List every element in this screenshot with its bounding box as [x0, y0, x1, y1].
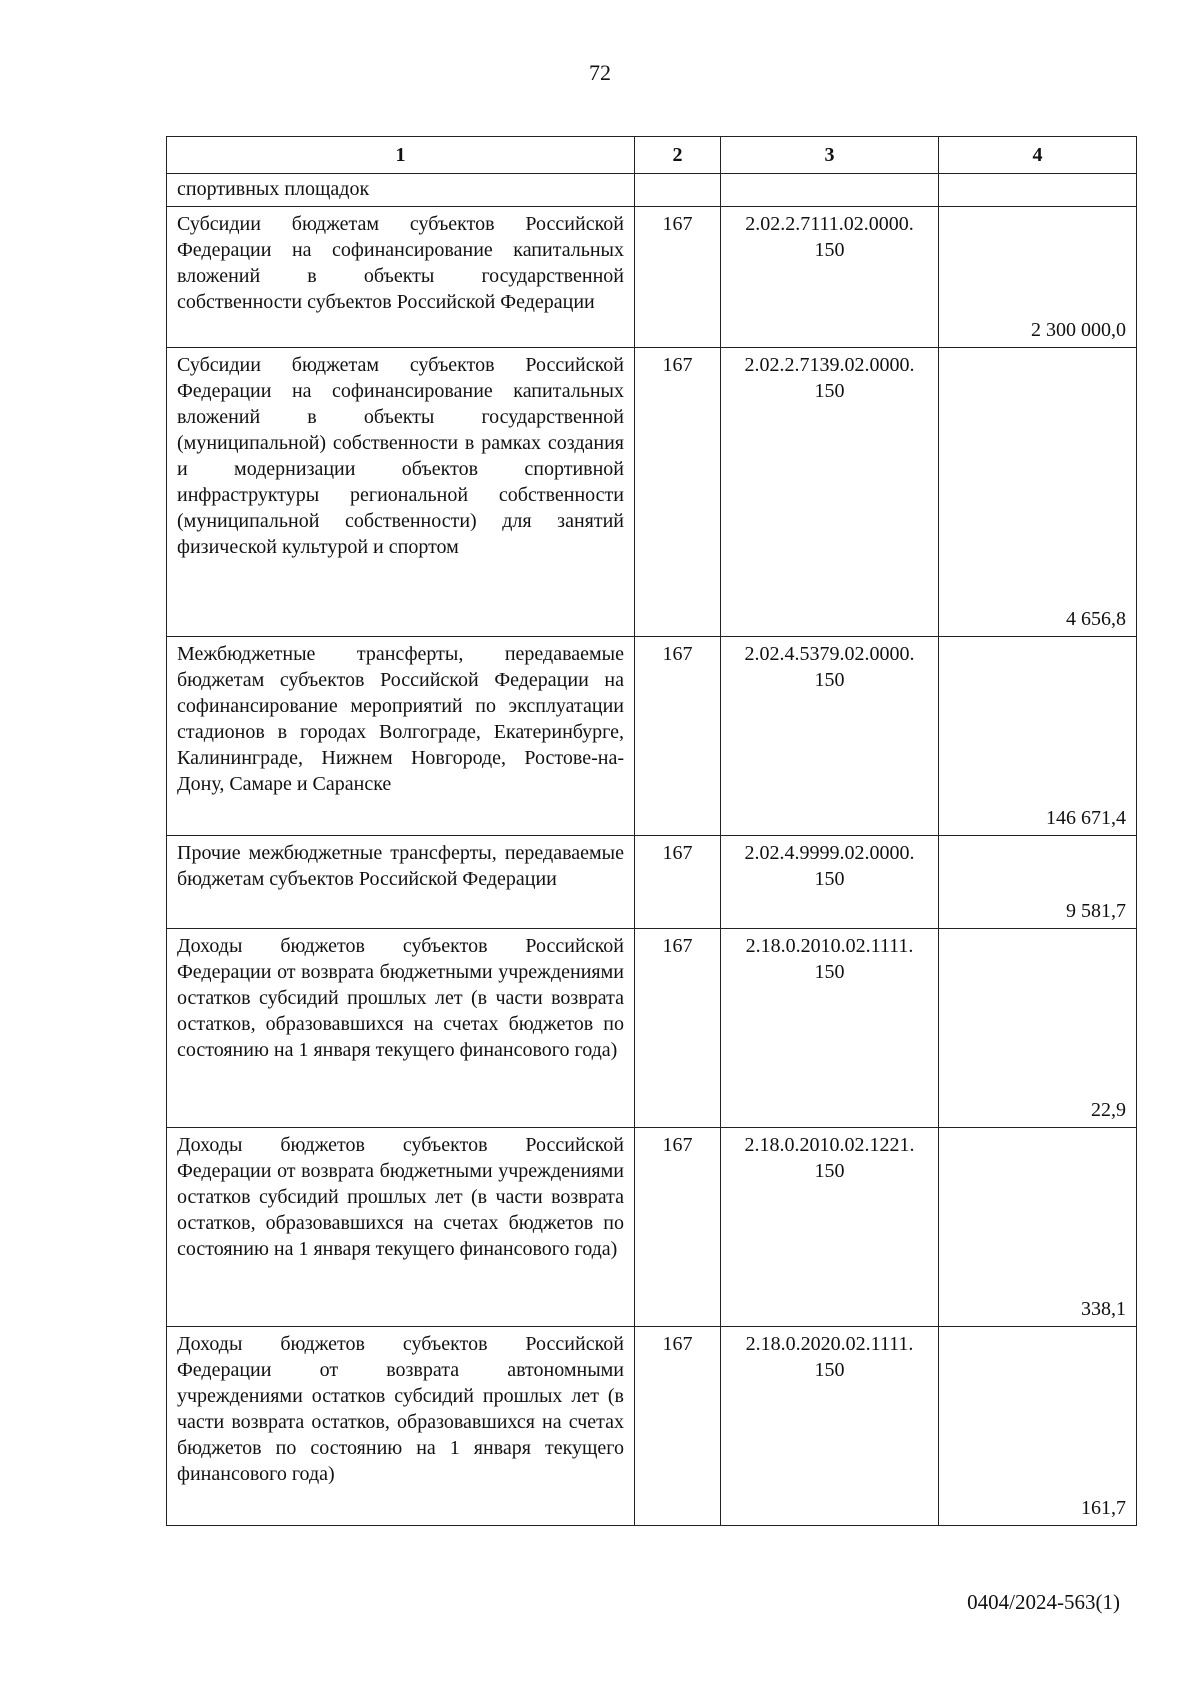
row-description: Доходы бюджетов субъектов Российской Федерации от возврата бюджетными учреждениями остатков субсидий прошлых лет (в части возврата остатков, образовавшихся на счетах бюджетов по состоянию на 1 января текущего финансового года) — [177, 935, 624, 1061]
row-kbk-cell — [721, 1128, 939, 1327]
row-description-cell — [167, 207, 635, 348]
row-description: Субсидии бюджетам субъектов Российской Федерации на софинансирование капитальных вложений в объекты государственной собственности субъектов Российской Федерации — [177, 213, 624, 313]
row-description-cell — [167, 929, 635, 1128]
table-row — [167, 637, 1137, 836]
row-kbk-cell — [721, 1327, 939, 1526]
row-description-cell — [167, 348, 635, 637]
budget-table — [166, 136, 1137, 1526]
row-description: Межбюджетные трансферты, передаваемые бюджетам субъектов Российской Федерации на софинансирование мероприятий по эксплуатации стадионов в городах Волгограде, Екатеринбурге, Калининграде, Нижнем Новгороде, Ростове-на-Дону, Самаре и Саранске — [177, 643, 624, 795]
row-description-cell — [167, 836, 635, 929]
page-number: 72 — [589, 60, 611, 85]
row-kbk-line2: 150 — [814, 1359, 845, 1381]
row-description: Доходы бюджетов субъектов Российской Федерации от возврата бюджетными учреждениями остатков субсидий прошлых лет (в части возврата остатков, образовавшихся на счетах бюджетов по состоянию на 1 января текущего финансового года) — [177, 1134, 624, 1260]
row-kbk-line2: 150 — [814, 961, 845, 983]
row-description: Доходы бюджетов субъектов Российской Федерации от возврата автономными учреждениями остатков субсидий прошлых лет (в части возврата остатков, образовавшихся на счетах бюджетов по состоянию на 1 января текущего финансового года) — [177, 1333, 624, 1485]
row-code: 167 — [635, 836, 721, 929]
row-amount: 338,1 — [939, 1128, 1137, 1327]
row-kbk-line2: 150 — [814, 239, 845, 261]
table-header-row — [167, 137, 1137, 174]
row-kbk-line1: 2.02.4.5379.02.0000. — [744, 643, 915, 665]
row-kbk-line2: 150 — [814, 669, 845, 691]
row-description-cell — [167, 637, 635, 836]
row-amount — [939, 174, 1137, 207]
table-row — [167, 348, 1137, 637]
table-row — [167, 1327, 1137, 1526]
document-registration-number: 0404/2024-563(1) — [967, 1590, 1120, 1614]
row-amount: 161,7 — [939, 1327, 1137, 1526]
row-description-cell — [167, 174, 635, 207]
row-code: 167 — [635, 348, 721, 637]
row-kbk-cell — [721, 637, 939, 836]
row-code: 167 — [635, 929, 721, 1128]
row-description: Субсидии бюджетам субъектов Российской Федерации на софинансирование капитальных вложений в объекты государственной (муниципальной) собственности в рамках создания и модернизации объектов спортивной инфраструктуры региональной собственности (муниципальной собственности) для занятий физической культурой и спортом — [177, 354, 624, 558]
row-code: 167 — [635, 1128, 721, 1327]
column-header-3: 3 — [721, 137, 939, 174]
column-header-4: 4 — [939, 137, 1137, 174]
row-kbk-line1: 2.02.2.7139.02.0000. — [744, 354, 915, 376]
row-description: спортивных площадок — [177, 178, 370, 200]
row-kbk-line2: 150 — [814, 380, 845, 402]
row-amount: 2 300 000,0 — [939, 207, 1137, 348]
row-kbk-cell — [721, 207, 939, 348]
row-kbk-line1: 2.18.0.2020.02.1111. — [745, 1333, 914, 1355]
row-code: 167 — [635, 637, 721, 836]
table-row — [167, 929, 1137, 1128]
table-row — [167, 836, 1137, 929]
row-kbk-cell — [721, 836, 939, 929]
table-row — [167, 174, 1137, 207]
row-description-cell — [167, 1128, 635, 1327]
row-kbk-line1: 2.18.0.2010.02.1221. — [744, 1134, 915, 1156]
row-amount: 146 671,4 — [939, 637, 1137, 836]
table-row — [167, 207, 1137, 348]
row-kbk-cell — [721, 348, 939, 637]
row-kbk-line1: 2.02.2.7111.02.0000. — [745, 213, 914, 235]
row-kbk-line1: 2.18.0.2010.02.1111. — [745, 935, 914, 957]
table-row — [167, 1128, 1137, 1327]
row-code — [635, 174, 721, 207]
row-kbk-line2: 150 — [814, 868, 845, 890]
row-code: 167 — [635, 207, 721, 348]
row-description-cell — [167, 1327, 635, 1526]
row-amount: 22,9 — [939, 929, 1137, 1128]
row-description: Прочие межбюджетные трансферты, передаваемые бюджетам субъектов Российской Федерации — [177, 842, 624, 890]
row-amount: 9 581,7 — [939, 836, 1137, 929]
column-header-1: 1 — [167, 137, 635, 174]
row-code: 167 — [635, 1327, 721, 1526]
column-header-2: 2 — [635, 137, 721, 174]
row-kbk-cell — [721, 174, 939, 207]
row-kbk-cell — [721, 929, 939, 1128]
row-kbk-line1: 2.02.4.9999.02.0000. — [744, 842, 915, 864]
row-amount: 4 656,8 — [939, 348, 1137, 637]
row-kbk-line2: 150 — [814, 1160, 845, 1182]
